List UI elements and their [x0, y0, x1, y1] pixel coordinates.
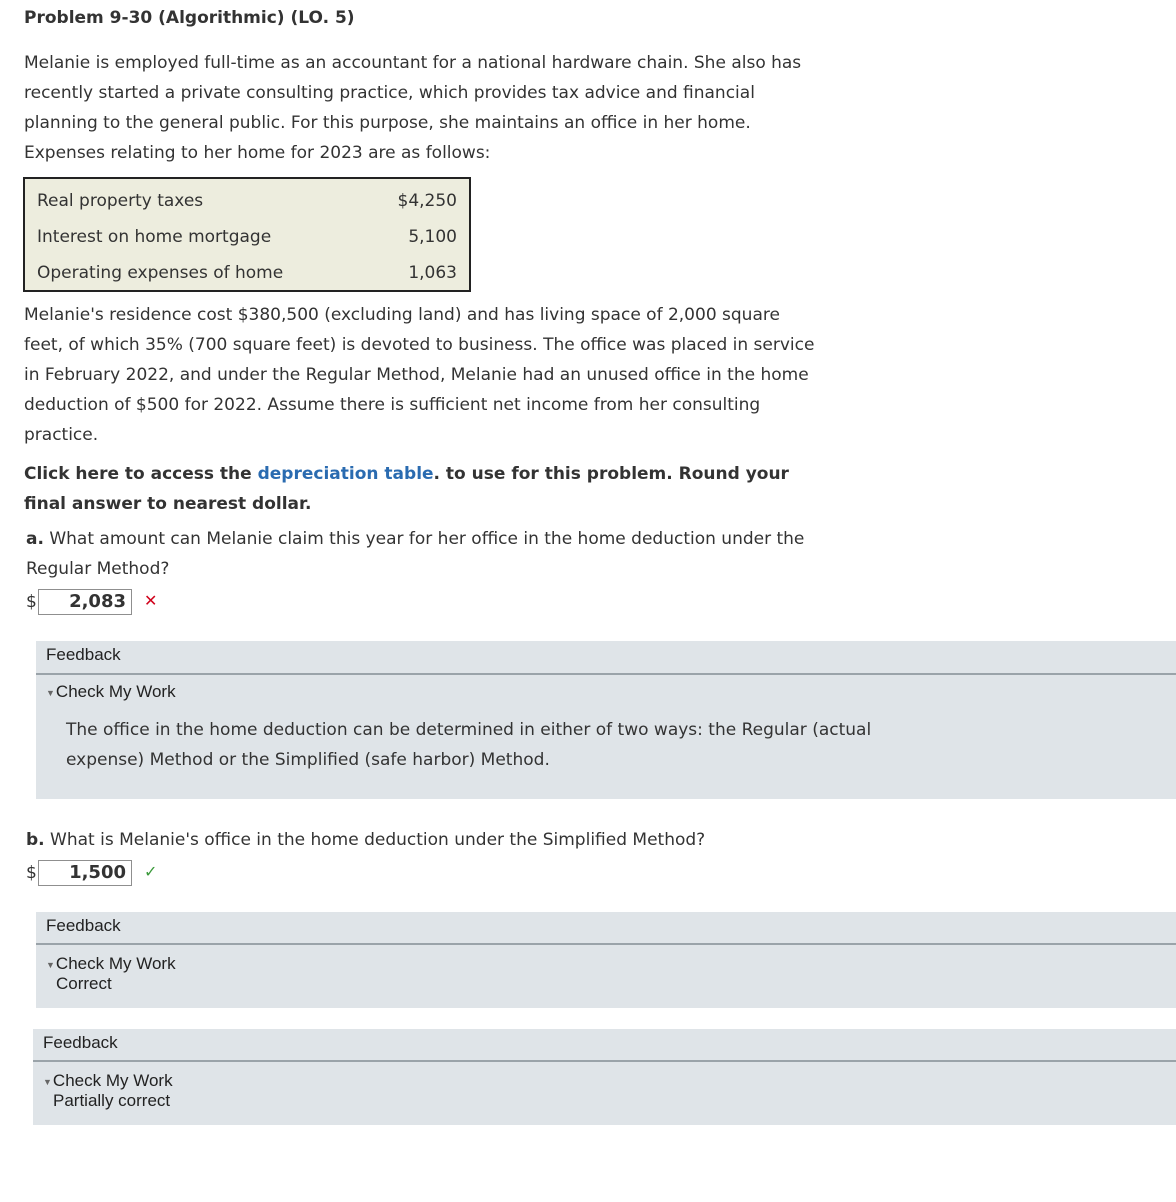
feedback-a-panel: [36, 641, 1176, 799]
check-my-work-label: Check My Work: [55, 682, 176, 701]
feedback-b-panel: [36, 912, 1176, 1008]
expense-value: 5,100: [408, 227, 457, 247]
problem-title: Problem 9-30 (Algorithmic) (LO. 5): [24, 8, 355, 28]
question-b-line: [26, 825, 906, 855]
feedback-b-message: Correct: [56, 974, 112, 993]
question-a-letter: a.: [26, 529, 44, 549]
feedback-overall-header: Feedback: [43, 1033, 118, 1052]
intro-line: planning to the general public. For this purpose, she maintains an office in her home.: [24, 113, 751, 133]
instructions-prefix: Click here to access the: [24, 464, 258, 484]
details-paragraph: [24, 300, 904, 450]
expense-value: 1,063: [408, 263, 457, 283]
expense-label: Interest on home mortgage: [37, 227, 272, 247]
feedback-a-message-line: The office in the home deduction can be determined in either of two ways: the Regular (actual: [66, 720, 872, 740]
triangle-down-icon: ▼: [46, 687, 55, 698]
expense-label: Real property taxes: [37, 191, 204, 211]
feedback-overall-message: Partially correct: [53, 1091, 171, 1110]
check-my-work-toggle[interactable]: [46, 954, 176, 974]
check-my-work-toggle[interactable]: [43, 1071, 173, 1091]
details-line: feet, of which 35% (700 square feet) is devoted to business. The office was placed in service: [24, 335, 815, 355]
check-my-work-toggle[interactable]: [46, 682, 176, 702]
expense-value: $4,250: [397, 191, 457, 211]
details-line: in February 2022, and under the Regular Method, Melanie had an unused office in the home: [24, 365, 809, 385]
details-line: practice.: [24, 425, 99, 445]
check-my-work-label: Check My Work: [52, 1071, 173, 1090]
answer-b-input[interactable]: 1,500: [38, 860, 132, 886]
question-a-line1: [26, 524, 906, 554]
depreciation-table-link[interactable]: depreciation table: [257, 464, 434, 484]
details-line: Melanie's residence cost $380,500 (excluding land) and has living space of 2,000 square: [24, 305, 780, 325]
question-b-text: What is Melanie's office in the home deduction under the Simplified Method?: [44, 830, 706, 850]
expense-label: Operating expenses of home: [37, 263, 284, 283]
feedback-divider: [36, 673, 1176, 675]
answer-a-input[interactable]: 2,083: [38, 589, 132, 615]
intro-line: recently started a private consulting practice, which provides tax advice and financial: [24, 83, 755, 103]
currency-symbol: $: [26, 863, 37, 883]
instructions-line1: [24, 459, 904, 489]
instructions-line2: final answer to nearest dollar.: [24, 494, 312, 514]
feedback-a-message: [66, 715, 946, 775]
triangle-down-icon: ▼: [43, 1076, 52, 1087]
question-a-text: What amount can Melanie claim this year for her office in the home deduction under the: [43, 529, 805, 549]
details-line: deduction of $500 for 2022. Assume there is sufficient net income from her consulting: [24, 395, 761, 415]
expense-row: [37, 255, 457, 291]
feedback-divider: [33, 1060, 1176, 1062]
triangle-down-icon: ▼: [46, 959, 55, 970]
instructions: [24, 459, 904, 519]
feedback-divider: [36, 943, 1176, 945]
checkmark-icon: ✓: [144, 862, 158, 881]
question-a-line2: Regular Method?: [26, 559, 170, 579]
instructions-suffix: . to use for this problem. Round your: [433, 464, 789, 484]
feedback-a-message-line: expense) Method or the Simplified (safe harbor) Method.: [66, 750, 550, 770]
currency-symbol: $: [26, 592, 37, 612]
expense-row: [37, 183, 457, 219]
question-b: [26, 825, 906, 855]
intro-line: Melanie is employed full-time as an accountant for a national hardware chain. She also has: [24, 53, 802, 73]
feedback-a-header: Feedback: [46, 645, 121, 664]
question-b-letter: b.: [26, 830, 45, 850]
question-a: [26, 524, 906, 584]
feedback-overall-panel: [33, 1029, 1176, 1125]
expense-row: [37, 219, 457, 255]
check-my-work-label: Check My Work: [55, 954, 176, 973]
incorrect-icon: ✕: [144, 591, 158, 610]
intro-line: Expenses relating to her home for 2023 are as follows:: [24, 143, 491, 163]
expenses-table: [23, 177, 471, 292]
feedback-b-header: Feedback: [46, 916, 121, 935]
intro-paragraph: [24, 48, 904, 168]
